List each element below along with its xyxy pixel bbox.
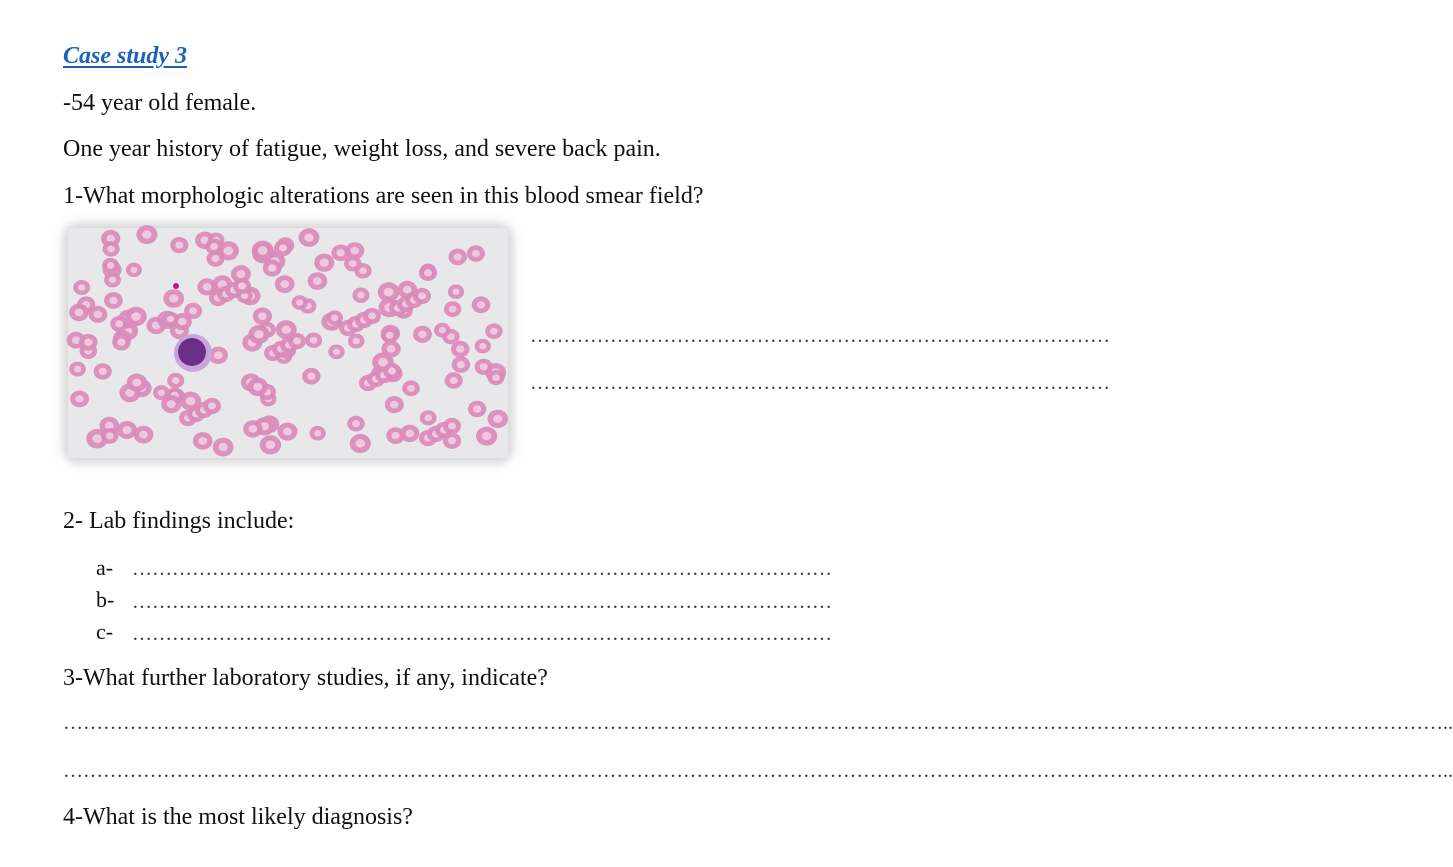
- red-blood-cell: [350, 434, 371, 453]
- case-study-heading: Case study 3: [63, 43, 188, 69]
- blood-smear-image: [68, 228, 508, 458]
- red-blood-cell: [445, 372, 463, 388]
- red-blood-cell: [163, 289, 184, 308]
- red-blood-cell: [125, 307, 147, 326]
- platelet: [173, 283, 179, 289]
- red-blood-cell: [347, 416, 364, 432]
- red-blood-cell: [302, 368, 320, 385]
- patient-history: One year history of fatigue, weight loss, and severe back pain.: [63, 136, 661, 162]
- question-1: 1-What morphologic alterations are seen in this blood smear field?: [63, 183, 704, 209]
- red-blood-cell: [444, 301, 461, 317]
- red-blood-cell: [310, 426, 326, 441]
- red-blood-cell: [352, 288, 369, 303]
- red-blood-cell: [207, 251, 225, 267]
- red-blood-cell: [233, 278, 251, 294]
- red-blood-cell: [103, 241, 120, 256]
- red-blood-cell: [89, 306, 108, 323]
- red-blood-cell: [153, 385, 170, 400]
- red-blood-cell: [69, 362, 86, 377]
- red-blood-cell: [260, 435, 281, 454]
- question-2: 2- Lab findings include:: [63, 508, 295, 534]
- red-blood-cell: [102, 258, 119, 273]
- red-blood-cell: [248, 378, 269, 397]
- red-blood-cell: [73, 280, 90, 295]
- red-blood-cell: [112, 334, 131, 351]
- lab-item-blank-c[interactable]: ……………………………………………………………………………………………: [132, 623, 832, 645]
- red-blood-cell: [448, 284, 464, 299]
- red-blood-cell: [248, 325, 269, 344]
- red-blood-cell: [193, 432, 213, 450]
- red-blood-cell: [476, 427, 497, 446]
- question-3: 3-What further laboratory studies, if any, indicate?: [63, 665, 548, 691]
- red-blood-cell: [243, 420, 262, 437]
- red-blood-cell: [127, 374, 147, 392]
- red-blood-cell: [70, 391, 89, 408]
- red-blood-cell: [299, 228, 320, 247]
- red-blood-cell: [381, 327, 399, 343]
- red-blood-cell: [449, 249, 467, 266]
- lab-item-label-a: a-: [96, 555, 114, 580]
- red-blood-cell: [252, 241, 274, 261]
- red-blood-cell: [278, 423, 298, 441]
- red-blood-cell: [326, 310, 343, 325]
- red-blood-cell: [443, 418, 461, 434]
- red-blood-cell: [413, 326, 432, 343]
- red-blood-cell: [126, 263, 142, 277]
- red-blood-cell: [468, 401, 486, 418]
- red-blood-cell: [485, 323, 502, 339]
- red-blood-cell: [314, 254, 334, 272]
- red-blood-cell: [170, 237, 188, 253]
- red-blood-cell: [413, 288, 431, 304]
- lab-item-blank-a[interactable]: ……………………………………………………………………………………………: [132, 558, 832, 580]
- red-blood-cell: [420, 410, 437, 425]
- red-blood-cell: [348, 334, 365, 349]
- blood-smear-micrograph-icon: [68, 228, 508, 458]
- red-blood-cell: [275, 275, 295, 293]
- red-blood-cell: [136, 225, 157, 244]
- red-blood-cell: [101, 428, 118, 444]
- lab-item-label-b: b-: [96, 587, 115, 612]
- red-blood-cell: [452, 356, 470, 373]
- answer-blank-1b[interactable]: ……………………………………………………………………………: [530, 372, 1110, 394]
- red-blood-cell: [386, 427, 405, 444]
- lab-item-label-c: c-: [96, 619, 114, 644]
- red-blood-cell: [69, 304, 89, 322]
- red-blood-cell: [488, 410, 509, 428]
- red-blood-cell: [328, 345, 344, 360]
- red-blood-cell: [288, 333, 306, 349]
- red-blood-cell: [110, 316, 128, 332]
- answer-blank-1a[interactable]: ……………………………………………………………………………: [530, 325, 1110, 347]
- white-blood-cell: [174, 334, 212, 372]
- red-blood-cell: [167, 373, 184, 388]
- red-blood-cell: [253, 308, 272, 325]
- red-blood-cell: [475, 339, 491, 354]
- red-blood-cell: [402, 380, 420, 396]
- red-blood-cell: [203, 398, 221, 414]
- red-blood-cell: [263, 260, 282, 277]
- red-blood-cell: [383, 363, 401, 379]
- red-blood-cell: [104, 292, 123, 309]
- red-blood-cell: [213, 438, 234, 457]
- red-blood-cell: [451, 341, 470, 358]
- red-blood-cell: [472, 296, 491, 313]
- lab-item-blank-b[interactable]: ……………………………………………………………………………………………: [132, 591, 832, 613]
- red-blood-cell: [467, 245, 485, 261]
- question-4: 4-What is the most likely diagnosis?: [63, 804, 413, 830]
- red-blood-cell: [363, 308, 381, 324]
- red-blood-cell: [354, 263, 371, 278]
- answer-blank-3b[interactable]: ………………………………………………………………………………………………………………………………………………………………………………………..: [63, 760, 1453, 782]
- red-blood-cell: [79, 334, 98, 351]
- red-blood-cell: [419, 265, 437, 281]
- red-blood-cell: [475, 359, 493, 375]
- answer-blank-3a[interactable]: ………………………………………………………………………………………………………………………………………………………………………………………..: [63, 712, 1453, 734]
- red-blood-cell: [274, 240, 292, 256]
- red-blood-cell: [292, 295, 308, 310]
- red-blood-cell: [94, 363, 112, 379]
- red-blood-cell: [385, 396, 404, 413]
- patient-age: -54 year old female.: [63, 90, 257, 116]
- red-blood-cell: [305, 333, 322, 348]
- red-blood-cell: [331, 245, 349, 262]
- red-blood-cell: [434, 323, 451, 338]
- red-blood-cell: [163, 312, 179, 327]
- red-blood-cell: [308, 272, 328, 290]
- red-blood-cell: [104, 272, 121, 287]
- red-blood-cell: [184, 303, 202, 319]
- red-blood-cell: [134, 426, 154, 444]
